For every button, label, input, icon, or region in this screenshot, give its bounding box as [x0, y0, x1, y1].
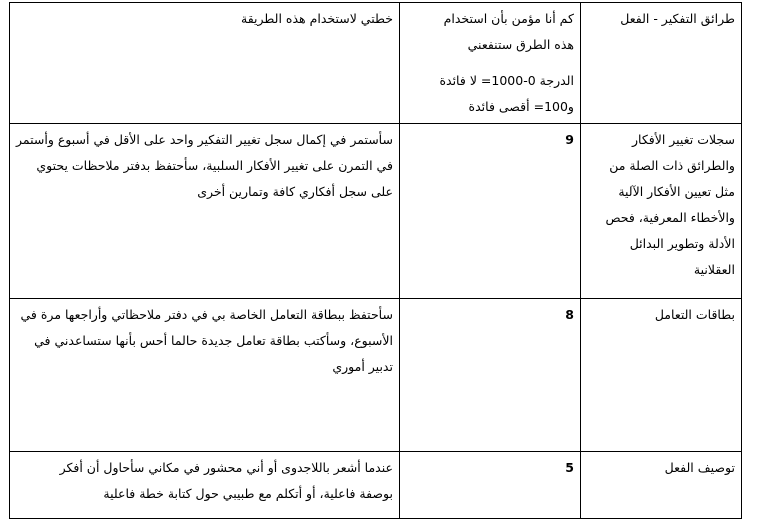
- method-line: العقلانية: [693, 262, 735, 277]
- method-line: توصيف الفعل: [664, 460, 735, 475]
- plan-line: تدبير أموري: [332, 359, 393, 374]
- rating-cell: [399, 299, 580, 452]
- header-method-label: طرائق التفكير - الفعل: [620, 11, 735, 26]
- plan-line: عندما أشعر باللاجدوى أو أني محشور في مكاني سأحاول أن أفكر: [59, 460, 393, 475]
- method-cell: [580, 299, 741, 452]
- header-rating-line: هذه الطرق ستنفعني: [467, 37, 574, 52]
- table-row: [10, 299, 742, 452]
- plan-line: بوصفة فاعلية، أو أتكلم مع طبيبي حول كتابة خطة فاعلية: [103, 486, 393, 501]
- rating-cell: [399, 124, 580, 299]
- plan-cell: [10, 452, 400, 519]
- header-plan-cell: [10, 3, 400, 124]
- plan-line: في التمرن على تغيير الأفكار السلبية، سأحتفظ بدفتر ملاحظات يحتوي: [36, 158, 393, 173]
- method-cell: [580, 452, 741, 519]
- rating-value: 8: [565, 307, 574, 322]
- plan-line: سأحتفظ ببطاقة التعامل الخاصة بي في دفتر ملاحظاتي وأراجعها مرة في: [20, 307, 393, 322]
- method-line: الأدلة وتطوير البدائل: [629, 236, 735, 251]
- plan-cell: [10, 124, 400, 299]
- method-cell: [580, 124, 741, 299]
- table-row: [10, 124, 742, 299]
- table-row: [10, 452, 742, 519]
- method-line: سجلات تغيير الأفكار: [631, 132, 735, 147]
- header-scale-line: الدرجة 0-1000= لا فائدة: [439, 73, 574, 88]
- method-line: والأخطاء المعرفية، فحص: [605, 210, 735, 225]
- plan-line: الأسبوع، وسأكتب بطاقة تعامل جديدة حالما أحس بأنها ستساعدني في: [34, 333, 393, 348]
- table-header-row: [10, 3, 742, 124]
- header-rating-cell: [399, 3, 580, 124]
- rating-value: 5: [565, 460, 574, 475]
- rating-cell: [399, 452, 580, 519]
- rating-value: 9: [565, 132, 574, 147]
- header-scale-line: و100= أقصى فائدة: [468, 99, 574, 114]
- plan-line: سأستمر في إكمال سجل تغيير التفكير واحد على الأقل في أسبوع وأستمر: [16, 132, 393, 147]
- plan-cell: [10, 299, 400, 452]
- header-method-cell: [580, 3, 741, 124]
- header-rating-line: كم أنا مؤمن بأن استخدام: [443, 11, 574, 26]
- method-line: والطرائق ذات الصلة من: [609, 158, 735, 173]
- method-line: بطاقات التعامل: [654, 307, 735, 322]
- plan-line: على سجل أفكاري كافة وتمارين أخرى: [197, 184, 393, 199]
- header-plan-label: خطتي لاستخدام هذه الطريقة: [241, 11, 393, 26]
- method-line: مثل تعيين الأفكار الآلية: [618, 184, 735, 199]
- coping-methods-table: [9, 2, 742, 519]
- header-spacer: [406, 58, 574, 68]
